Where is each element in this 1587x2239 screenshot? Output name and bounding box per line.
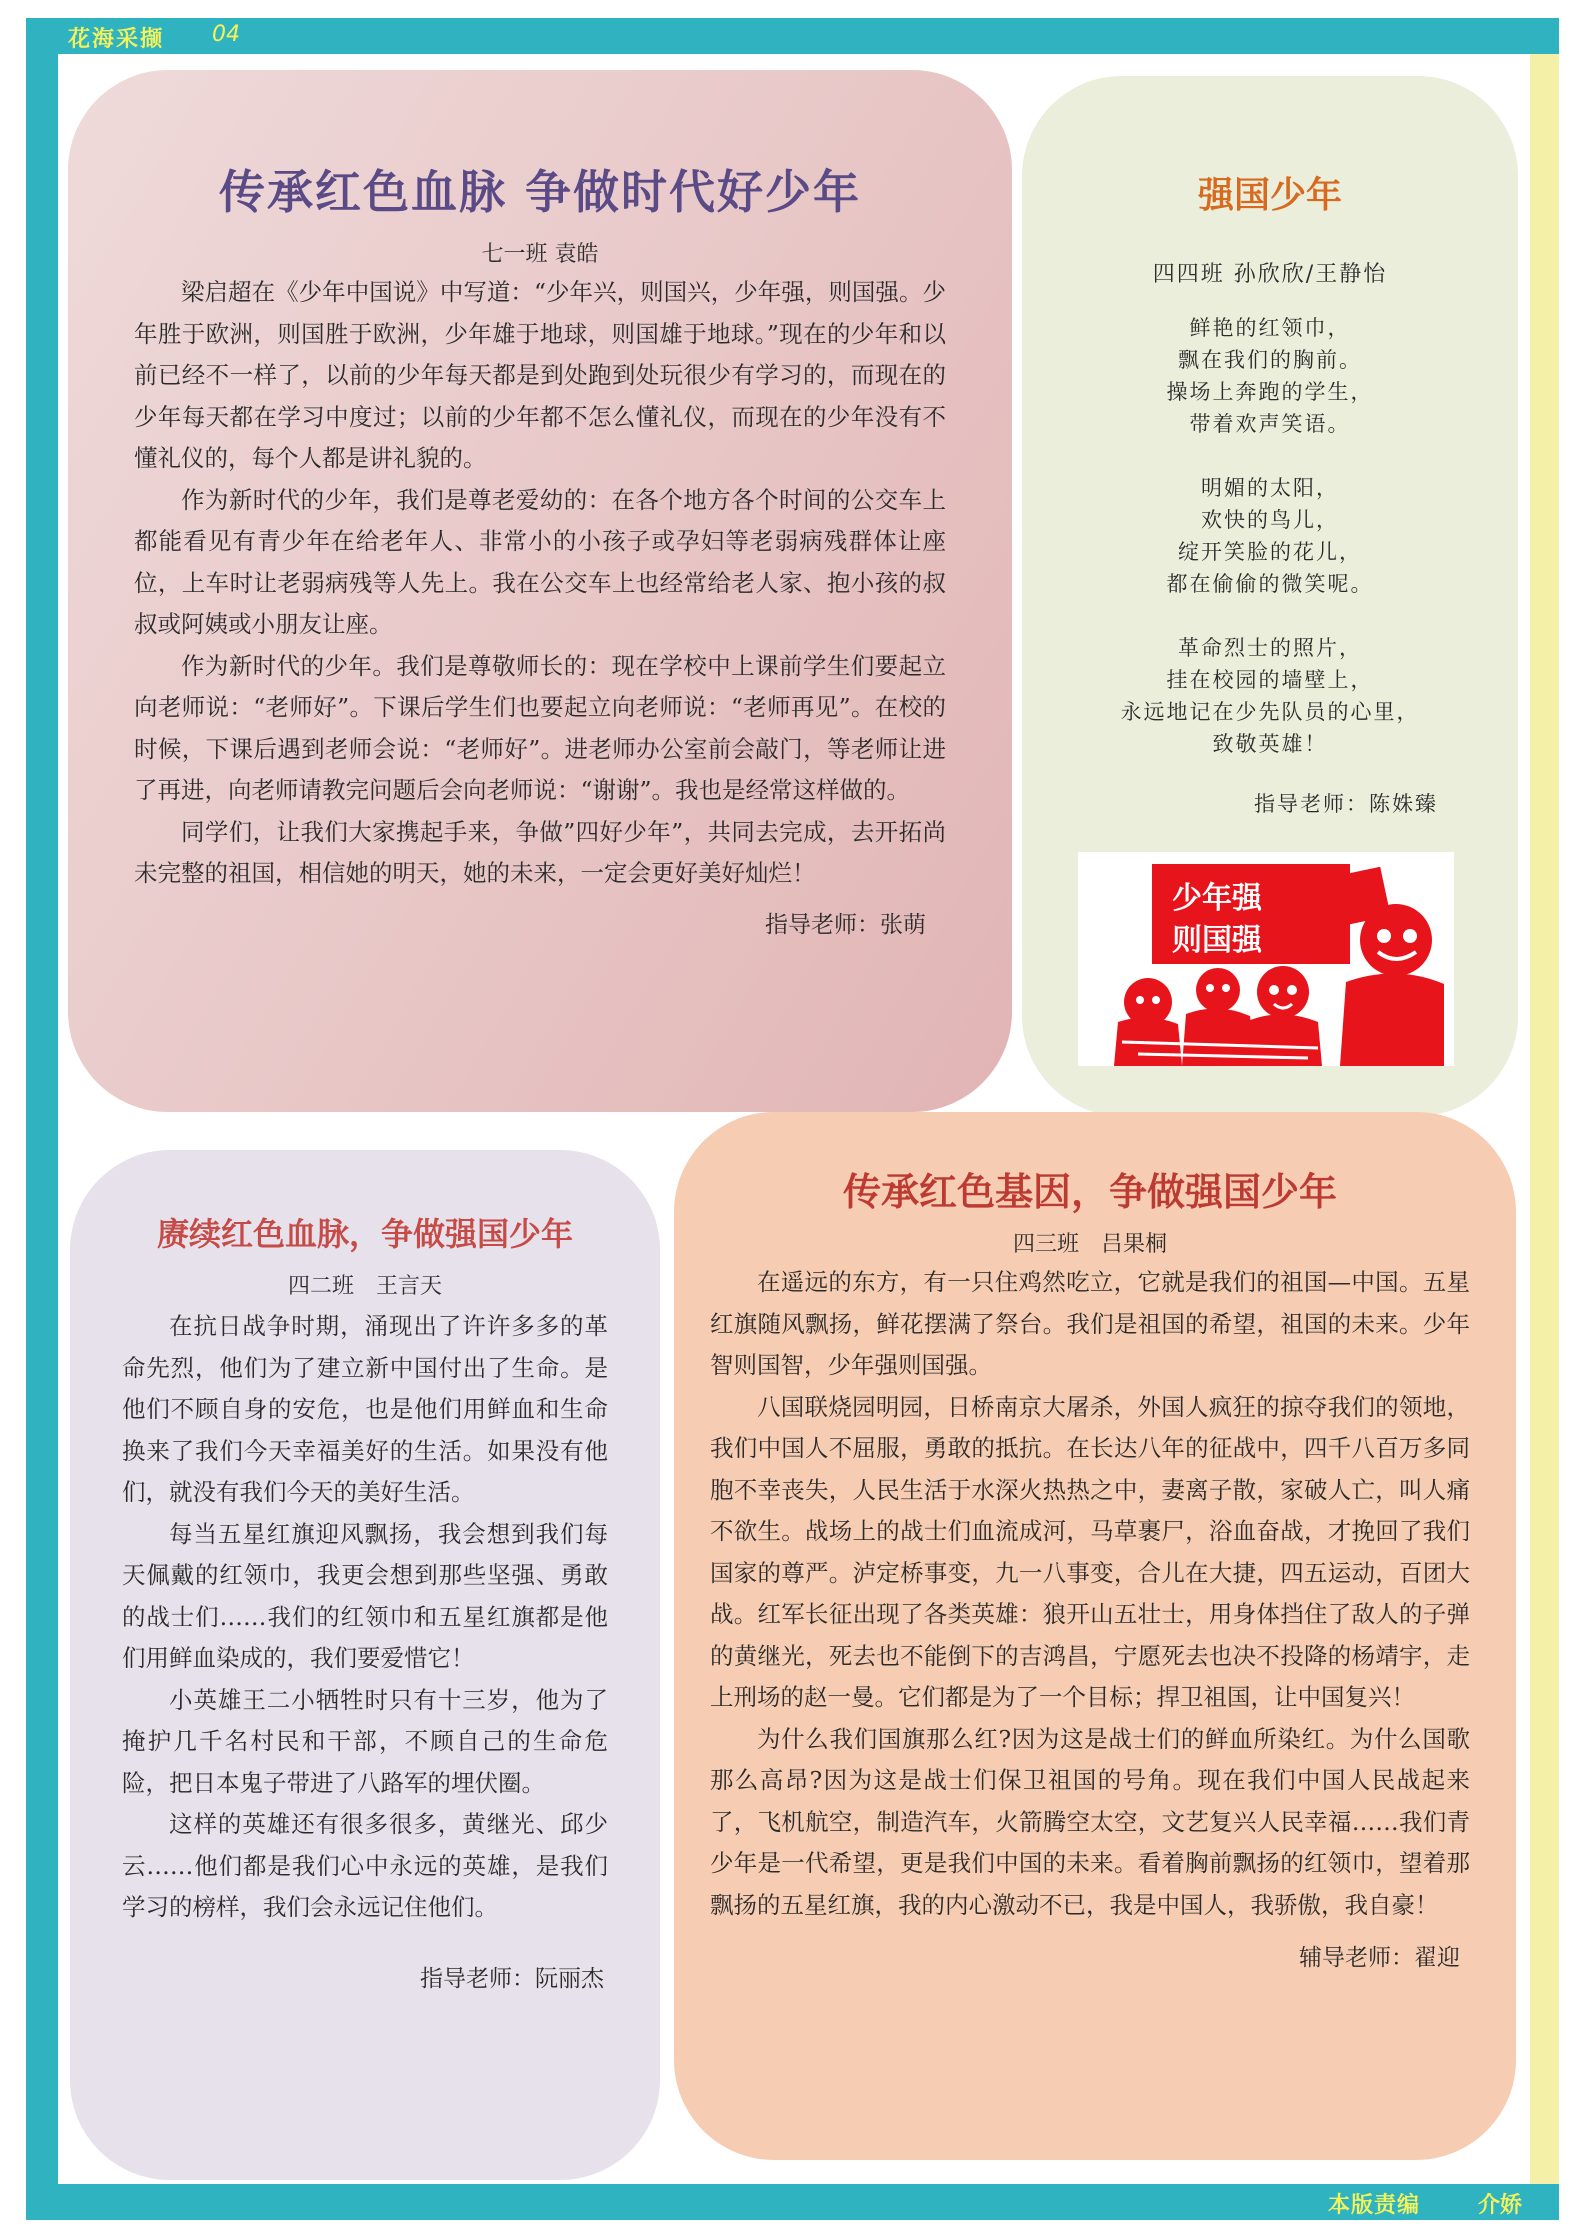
article-panel-1 <box>68 70 1012 1112</box>
poem-line: 明媚的太阳， <box>1201 476 1339 500</box>
paragraph: 小英雄王二小牺牲时只有十三岁，他为了掩护几千名村民和干部，不顾自己的生命危险，把日本鬼子带进了八路军的埋伏圈。 <box>122 1685 608 1797</box>
paragraph: 在抗日战争时期，涌现出了许许多多的革命先烈，他们为了建立新中国付出了生命。是他们不顾自身的安危，也是他们用鲜血和生命换来了我们今天幸福美好的生活。如果没有他们，就没有我们今天的美好生活。 <box>122 1312 608 1506</box>
article-body <box>134 272 946 895</box>
paragraph: 梁启超在《少年中国说》中写道：“少年兴，则国兴，少年强，则国强。少年胜于欧洲，则国胜于欧洲，少年雄于地球，则国雄于地球。”现在的少年和以前已经不一样了，以前的少年每天都是到处跑到处玩很少有学习的，而现在的少年每天都在学习中度过；以前的少年都不怎么懂礼仪，而现在的少年没有不懂礼仪的，每个人都是讲礼貌的。 <box>134 278 946 472</box>
paragraph: 这样的英雄还有很多很多，黄继光、邱少云……他们都是我们心中永远的英雄，是我们学习的榜样，我们会永远记住他们。 <box>122 1810 608 1921</box>
paragraph: 在遥远的东方，有一只住鸡然吃立，它就是我们的祖国—中国。五星红旗随风飘扬，鲜花摆满了祭台。我们是祖国的希望，祖国的未来。少年智则国智，少年强则国强。 <box>710 1268 1470 1379</box>
article-panel-3 <box>70 1150 660 2180</box>
poem-line: 致敬英雄！ <box>1212 732 1328 756</box>
poem-line: 都在偷偷的微笑呢。 <box>1166 572 1374 596</box>
article-body <box>122 1306 608 1929</box>
poem-line: 革命烈士的照片， <box>1178 636 1362 660</box>
frame-right-strip <box>1530 54 1559 2184</box>
article-author: 四三班 吕果桐 <box>1012 1232 1167 1257</box>
teacher-signature: 指导老师：张萌 <box>765 911 926 938</box>
poem-line: 挂在校园的墙壁上， <box>1166 668 1374 692</box>
header-title: 花海采撷 <box>68 27 165 52</box>
header-page-number: 04 <box>212 22 240 47</box>
frame-left-bar <box>26 18 58 2216</box>
banner-text-line-1: 少年强 <box>1172 881 1262 916</box>
teacher-signature: 指导老师：阮丽杰 <box>420 1965 604 1992</box>
paragraph: 八国联烧园明园，日桥南京大屠杀，外国人疯狂的掠夺我们的领地，我们中国人不屈服，勇敢的抵抗。在长达八年的征战中，四千八百万多同胞不幸丧失，人民生活于水深火热热之中，妻离子散，家破人亡，叫人痛不欲生。战场上的战士们血流成河，马草裹尸，浴血奋战，才挽回了我们国家的尊严。泸定桥事变，九一八事变，合儿在大捷，四五运动，百团大战。红军长征出现了各类英雄：狼开山五壮士，用身体挡住了敌人的子弹的黄继光，死去也不能倒下的吉鸿昌，宁愿死去也决不投降的杨靖宇，走上刑场的赵一曼。它们都是为了一个目标；捍卫祖国，让中国复兴！ <box>710 1392 1470 1711</box>
paragraph: 同学们，让我们大家携起手来，争做”四好少年”，共同去完成，去开拓尚未完整的祖国，相信她的明天，她的未来，一定会更好美好灿烂！ <box>134 817 946 887</box>
poem-line: 永远地记在少先队员的心里， <box>1120 700 1420 724</box>
paragraph: 每当五星红旗迎风飘扬，我会想到我们每天佩戴的红领巾，我更会想到那些坚强、勇敢的战士们……我们的红领巾和五星红旗都是他们用鲜血染成的，我们要爱惜它！ <box>122 1519 608 1672</box>
child-head <box>1196 968 1240 1012</box>
poem-title: 强国少年 <box>1197 175 1342 216</box>
poem-line: 飘在我们的胸前。 <box>1178 348 1362 372</box>
article-author: 七一班 袁皓 <box>481 242 599 267</box>
figure-head <box>1360 904 1432 976</box>
paper-cut-illustration <box>1078 852 1454 1066</box>
footer-editor-name: 介娇 <box>1478 2193 1523 2218</box>
poem-line: 带着欢声笑语。 <box>1189 412 1351 436</box>
article-panel-4 <box>674 1112 1516 2160</box>
teacher-signature: 辅导老师：翟迎 <box>1299 1945 1460 1971</box>
poem-line: 操场上奔跑的学生， <box>1166 380 1374 404</box>
article-title: 赓续红色血脉，争做强国少年 <box>156 1215 573 1253</box>
poem-line: 鲜艳的红领巾， <box>1189 316 1351 340</box>
poem-stanza <box>1052 312 1488 440</box>
paragraph: 为什么我们国旗那么红?因为这是战士们的鲜血所染红。为什么国歌那么高昂?因为这是战士们保卫祖国的号角。现在我们中国人民战起来了，飞机航空，制造汽车，火箭腾空太空，文艺复兴人民幸福……我们青少年是一代希望，更是我们中国的未来。看着胸前飘扬的红领巾，望着那飘扬的五星红旗，我的内心激动不已，我是中国人，我骄傲，我自豪！ <box>710 1724 1470 1919</box>
poem-author: 四四班 孙欣欣/王静怡 <box>1152 262 1388 287</box>
figure-body <box>1340 973 1444 1066</box>
frame-top-bar <box>26 18 1559 54</box>
article-title: 传承红色基因，争做强国少年 <box>842 1170 1337 1214</box>
article-body <box>710 1262 1470 1926</box>
poem-body <box>1052 312 1488 760</box>
teacher-signature: 指导老师：陈姝臻 <box>1254 792 1438 816</box>
poem-stanza <box>1052 472 1488 600</box>
paragraph: 作为新时代的少年。我们是尊敬师长的：现在学校中上课前学生们要起立向老师说：“老师好”。下课后学生们也要起立向老师说：“老师再见”。在校的时候，下课后遇到老师会说：“老师好”。进老师办公室前会敲门，等老师让进了再进，向老师请教完问题后会向老师说：“谢谢”。我也是经常这样做的。 <box>134 651 946 804</box>
banner-text-line-2: 则国强 <box>1172 923 1262 958</box>
poem-line: 绽开笑脸的花儿， <box>1178 540 1362 564</box>
child-head <box>1257 966 1309 1018</box>
article-title: 传承红色血脉 争做时代好少年 <box>218 165 861 219</box>
poem-line: 欢快的鸟儿， <box>1201 508 1339 532</box>
poem-stanza <box>1052 632 1488 760</box>
paragraph: 作为新时代的少年，我们是尊老爱幼的：在各个地方各个时间的公交车上都能看见有青少年在给老年人、非常小的小孩子或孕妇等老弱病残群体让座位，上车时让老弱病残等人先上。我在公交车上也经常给老人家、抱小孩的叔叔或阿姨或小朋友让座。 <box>134 485 946 638</box>
footer-editor-label: 本版责编 <box>1328 2193 1421 2218</box>
article-author: 四二班 王言天 <box>287 1274 442 1299</box>
